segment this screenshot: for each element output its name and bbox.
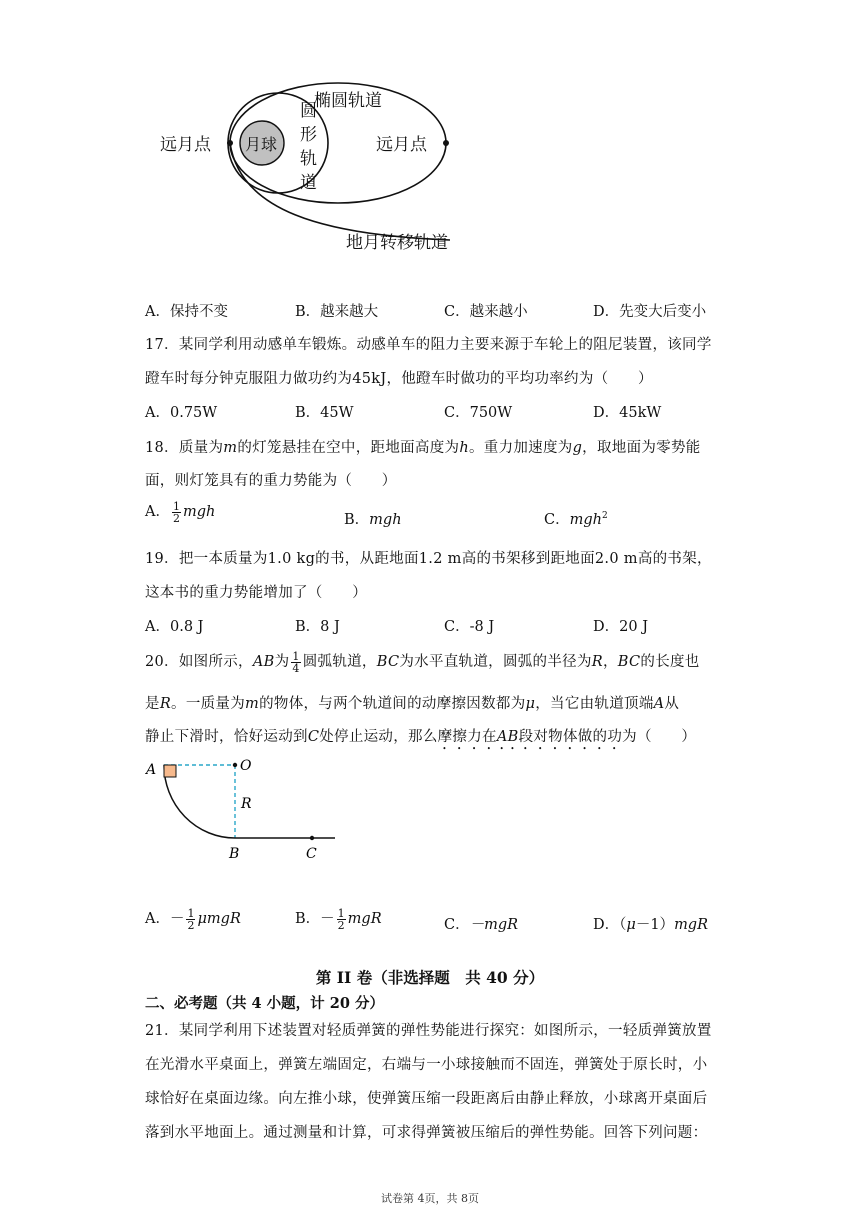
far-point-right-dot [443,140,449,146]
circular-orbit-label-3: 轨 [300,149,317,169]
q20-option-d: D．（μ－1）mgR [593,917,709,933]
far-point-left-label: 远月点 [160,135,211,155]
label-b: B [229,846,240,862]
label-o: O [240,758,252,774]
q16-option-d: D．先变大后变小 [593,304,707,320]
point-o-dot [233,763,237,767]
q20-option-c: C．－mgR [444,917,519,933]
q19-line-1: 19．把一本质量为1.0 kg的书，从距地面1.2 m高的书架移到距地面2.0 m高的书架， [145,551,712,567]
q17-option-a: A．0.75W [145,405,218,421]
q20-option-a: A．－ $\frac{1}{2}$ μmgR [145,906,241,932]
circular-orbit-label-2: 形 [300,125,317,145]
block-object [164,765,176,777]
q19-option-c: C．-8 J [444,619,495,635]
q20-line-2: 是R。一质量为m的物体，与两个轨道间的动摩擦因数都为μ，当它由轨道顶端A从 [145,696,680,712]
point-c-dot [310,836,314,840]
q18-line-2: 面，则灯笼具有的重力势能为（ ） [145,473,397,489]
circular-orbit-label-4: 道 [300,173,317,193]
q17-option-b: B．45W [295,405,354,421]
ellipse-orbit-label: 椭圆轨道 [314,91,382,111]
q20-line-1: 20．如图所示，AB为 $\frac{1}{4}$ 圆弧轨道，BC为水平直轨道，圆弧的半径为R，BC的长度也 [145,649,700,675]
q18-line-1: 18．质量为m的灯笼悬挂在空中，距地面高度为h。重力加速度为g，取地面为零势能 [145,440,701,456]
q17-line-2: 蹬车时每分钟克服阻力做功约为45kJ，他蹬车时做功的平均功率约为（ ） [145,371,653,387]
q21-line-2: 在光滑水平桌面上，弹簧左端固定，右端与一小球接触而不固连，弹簧处于原长时，小 [145,1057,708,1073]
q20-line-3: 静止下滑时，恰好运动到C处停止运动，那么摩擦力在AB段对物体做的功为（ ） [145,729,697,745]
moon-label: 月球 [245,135,278,154]
part-2-heading: 第 II 卷（非选择题 共 40 分） [315,968,545,987]
q20-option-b-fraction: $\frac{1}{2}$ [337,906,345,932]
q19-line-2: 这本书的重力势能增加了（ ） [145,585,367,601]
q18-option-b: B．mgh [344,512,402,528]
q17-option-c: C．750W [444,405,513,421]
q19-option-d: D．20 J [593,619,649,635]
q19-option-b: B．8 J [295,619,340,635]
label-r: R [241,796,252,812]
section-heading: 二、必考题（共 4 小题，计 20 分） [145,995,384,1012]
q20-option-a-fraction: $\frac{1}{2}$ [187,906,195,932]
q19-option-a: A．0.8 J [145,619,204,635]
q20-track-figure [140,752,350,867]
q20-fraction-quarter: $\frac{1}{4}$ [292,649,300,675]
q16-option-c: C．越来越小 [444,304,528,320]
page-footer: 试卷第 4页，共 8页 [381,1192,479,1205]
q21-line-4: 落到水平地面上。通过测量和计算，可求得弹簧被压缩后的弹性势能。回答下列问题： [145,1125,708,1141]
circular-orbit-label-1: 圆 [300,101,317,121]
q17-line-1: 17．某同学利用动感单车锻炼。动感单车的阻力主要来源于车轮上的阻尼装置，该同学 [145,337,712,353]
q21-line-1: 21．某同学利用下述装置对轻质弹簧的弹性势能进行探究：如图所示，一轻质弹簧放置 [145,1023,712,1039]
q18-option-a: A． $\frac{1}{2}$ mgh [145,499,216,525]
q18-fraction-half: $\frac{1}{2}$ [172,499,180,525]
q17-option-d: D．45kW [593,405,662,421]
transfer-orbit-label: 地月转移轨道 [346,233,448,253]
q20-option-b: B．－ $\frac{1}{2}$ mgR [295,906,382,932]
moon-orbit-figure [150,70,470,260]
q18-option-c: C．mgh$^2$ [544,511,608,528]
q16-option-b: B．越来越大 [295,304,379,320]
far-point-right-label: 远月点 [376,135,427,155]
q21-line-3: 球恰好在桌面边缘。向左推小球，使弹簧压缩一段距离后由静止释放，小球离开桌面后 [145,1091,708,1107]
q16-option-a: A．保持不变 [145,304,228,320]
far-point-left-dot [227,140,233,146]
label-a: A [146,762,157,778]
label-c: C [306,846,317,862]
